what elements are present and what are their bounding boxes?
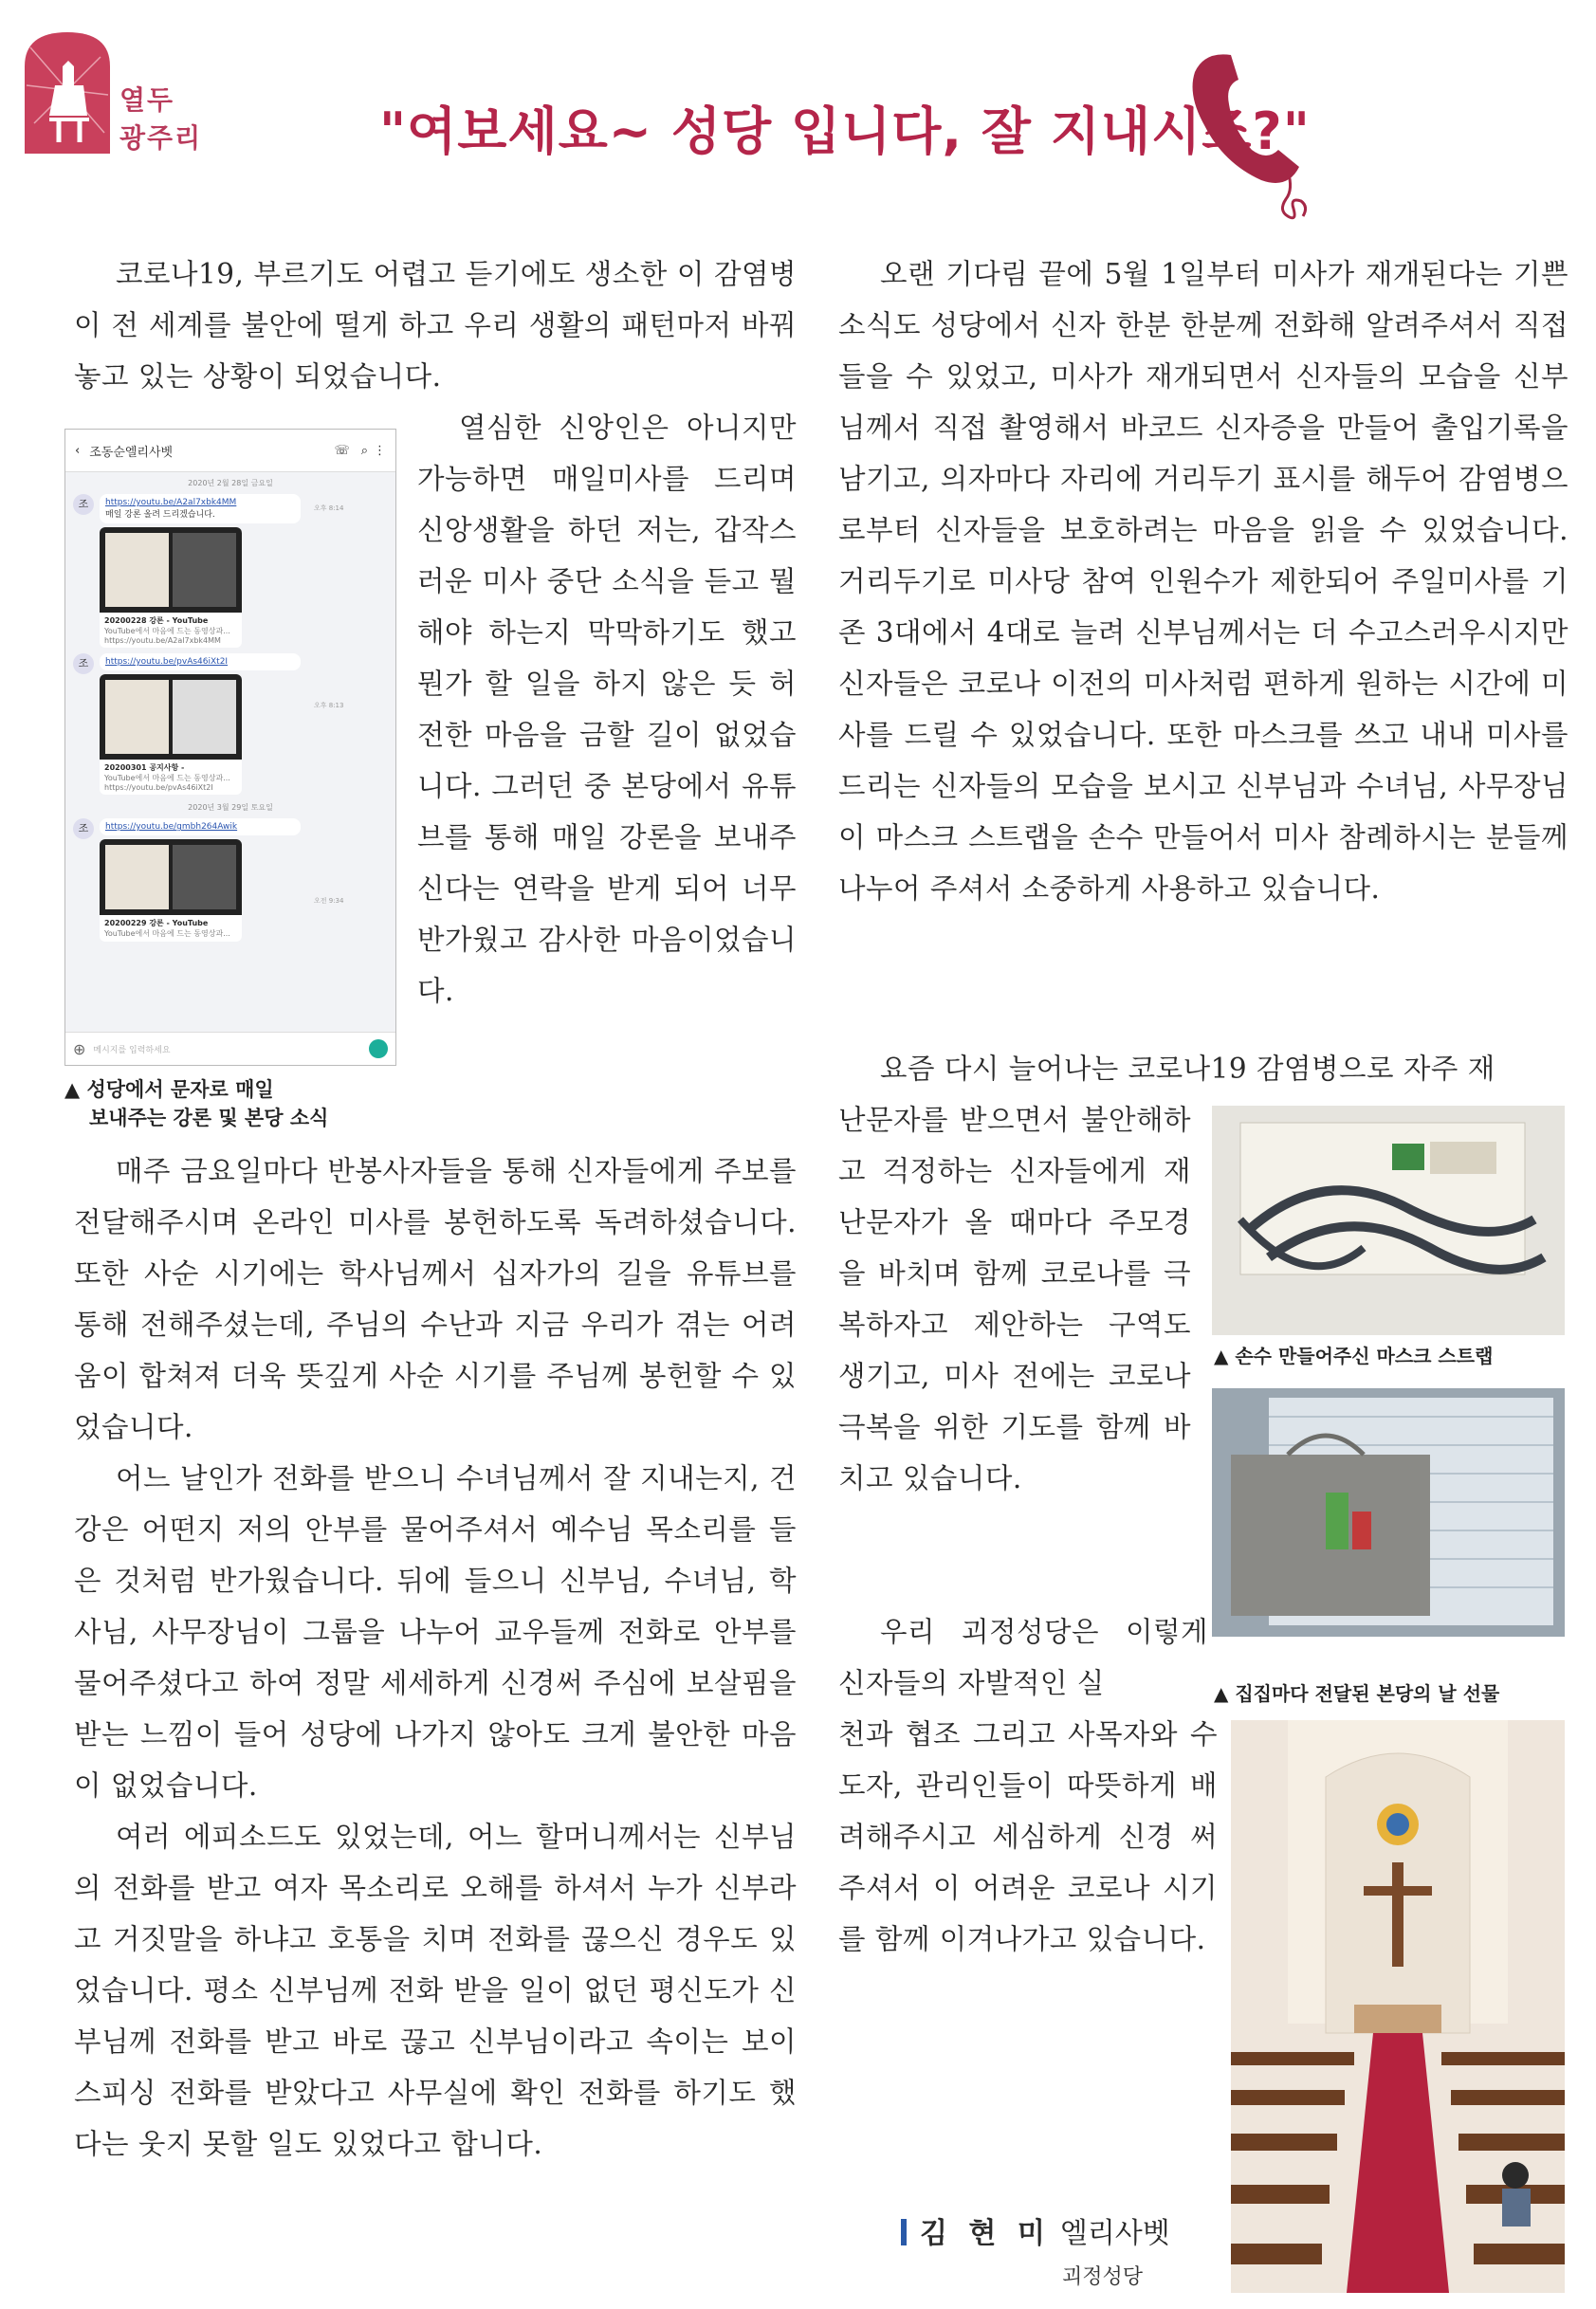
call-icon: ☏ — [334, 443, 350, 458]
paragraph: 천과 협조 그리고 사목자와 수도자, 관리인들이 따뜻하게 배려해주시고 세심하게 신경 써주셔서 이 어려운 코로나 시기를 함께 이겨나가고 있습니다. — [838, 1718, 1218, 1955]
paragraph: 요즘 다시 늘어나는 코로나19 감염병으로 자주 재 — [880, 1053, 1495, 1085]
author-baptismal-name: 엘리사벳 — [1059, 2217, 1170, 2250]
article-column-right-2a — [838, 1043, 1568, 1094]
add-icon: ⊕ — [73, 1039, 86, 1058]
avatar: 조 — [73, 494, 94, 515]
avatar: 조 — [73, 818, 94, 839]
column-badge-logo — [21, 28, 114, 154]
article-title: "여보세요~ 성당 입니다, 잘 지내시죠?" — [379, 101, 1311, 161]
author-byline — [901, 2209, 1170, 2251]
author-name: 김 현 미 — [920, 2217, 1051, 2250]
section-label: 열두 광주리 — [119, 84, 203, 154]
photo-church-interior — [1231, 1720, 1565, 2293]
paragraph: 어느 날인가 전화를 받으니 수녀님께서 잘 지내는지, 건강은 어떤지 저의 안부를 물어주셔서 예수님 목소리를 들은 것처럼 반가웠습니다. 뒤에 들으니 신부님, 수녀님, 학사님, 사무장님이 그룹을 나누어 교우들께 전화로 안부를 물어주셨다고 하여 정말 세세하게 신경써 주심에 보살핌을 받는 느낌이 들어 성당에 나가지 않아도 크게 불안한 마음이 없었습니다. — [74, 1462, 797, 1802]
caption-strap: ▲ 손수 만들어주신 마스크 스트랩 — [1214, 1345, 1494, 1367]
search-icon: ⌕ — [360, 443, 368, 458]
paragraph: 여러 에피소드도 있었는데, 어느 할머니께서는 신부님의 전화를 받고 여자 목소리로 오해를 하셔서 누가 신부라고 거짓말을 하냐고 호통을 치며 전화를 끊으신 경우도 있었습니다. 평소 신부님께 전화 받을 일이 없던 평신도가 신부님께 전화를 받고 바로 끊고 신부님이라고 속이는 보이스피싱 전화를 받았다고 사무실에 확인 전화를 하기도 했다는 웃지 못할 일도 있었다고 합니다. — [74, 1821, 797, 2160]
contact-name: 조동순엘리사벳 — [89, 445, 174, 460]
caption-gift: ▲ 집집마다 전달된 본당의 날 선물 — [1214, 1682, 1500, 1705]
paragraph: 매주 금요일마다 반봉사자들을 통해 신자들에게 주보를 전달해주시며 온라인 미사를 봉헌하도록 독려하셨습니다. 또한 사순 시기에는 학사님께서 십자가의 길을 유튜브를 통해 전해주셨는데, 주님의 수난과 지금 우리가 겪는 어려움이 합쳐져 더욱 뜻깊게 사순 시기를 주님께 봉헌할 수 있었습니다. — [74, 1155, 797, 1443]
paragraph: 우리 괴정성당은 이렇게 신자들의 자발적인 실 — [838, 1616, 1208, 1699]
article-column-right-2b — [838, 1094, 1191, 1504]
paragraph: 오랜 기다림 끝에 5월 1일부터 미사가 재개된다는 기쁜 소식도 성당에서 신자 한분 한분께 전화해 알려주셔서 직접 들을 수 있었고, 미사가 재개되면서 신자들의 모습을 신부님께서 직접 촬영해서 바코드 신자증을 만들어 출입기록을 남기고, 의자마다 자리에 거리두기 표시를 해두어 감염병으로부터 신자들을 보호하려는 마음을 읽을 수 있었습니다. 거리두기로 미사당 참여 인원수가 제한되어 주일미사를 기존 3대에서 4대로 늘려 신부님께서는 더 수고스러우시지만 신자들은 코로나 이전의 미사처럼 편하게 원하는 시간에 미사를 드릴 수 있었습니다. 또한 마스크를 쓰고 내내 미사를 드리는 신자들의 모습을 보시고 신부님과 수녀님, 사무장님이 마스크 스트랩을 손수 만들어서 미사 참례하시는 분들께 나누어 주셔서 소중하게 사용하고 있습니다. — [838, 258, 1568, 905]
article-column-left-lower — [74, 1145, 797, 2170]
send-icon — [369, 1039, 388, 1058]
author-parish: 괴정성당 — [1062, 2265, 1144, 2289]
article-column-left-wrap — [417, 402, 797, 1017]
caption-phone: ▲ 성당에서 문자로 매일 보내주는 강론 및 본당 소식 — [64, 1078, 329, 1129]
photo-mask-strap — [1212, 1106, 1565, 1335]
paragraph: 코로나19, 부르기도 어렵고 듣기에도 생소한 이 감염병이 전 세계를 불안에 떨게 하고 우리 생활의 패턴마저 바꿔놓고 있는 상황이 되었습니다. — [74, 258, 797, 393]
message-input: 메시지를 입력하세요 — [93, 1045, 171, 1055]
avatar: 조 — [73, 653, 94, 674]
more-icon: ⋮ — [374, 443, 386, 458]
paragraph: 난문자를 받으면서 불안해하고 걱정하는 신자들에게 재난문자가 올 때마다 주모경을 바치며 함께 코로나를 극복하자고 제안하는 구역도 생기고, 미사 전에는 코로나 극복을 위한 기도를 함께 바치고 있습니다. — [838, 1104, 1191, 1494]
back-arrow-icon: ‹ — [75, 443, 81, 458]
phone-message-screenshot: ‹ 조동순엘리사벳 ☏ ⌕ ⋮ 2020년 2월 28일 금요일 조 https://youtu.be/A2al7xbk4MM 매일 강론 올려 드리겠습니다. 20200228 강론 - YouTube YouTube에서 마음에 드는 동영상과... https://youtu.be/A2al7xbk4MM 오후 8:14 조 https://youtu.be/pvAs46iXt2I 20200301 공지사항 - YouTube에서 마음에 드는 동영상과... https://youtu.be/pvAs46iXt2I 오후 8:13 2020년 3월 29일 토요일 조 https://youtu.be/gmbh264Awik 20200229 강론 - YouTube YouTube에서 마음에 드는 동영상과... 오전 9:34 ⊕ 메시지를 입력하세요 — [64, 429, 396, 1066]
telephone-icon — [1176, 38, 1328, 228]
article-column-right-3b — [838, 1709, 1218, 1965]
photo-parish-day-gift — [1212, 1388, 1565, 1637]
article-column-right-3a — [838, 1606, 1208, 1709]
article-column-right — [838, 248, 1568, 914]
article-column-left — [74, 248, 797, 402]
author-bar — [901, 2219, 907, 2245]
paragraph: 열심한 신앙인은 아니지만 가능하면 매일미사를 드리며 신앙생활을 하던 저는, 갑작스러운 미사 중단 소식을 듣고 뭘 해야 하는지 막막하기도 했고 뭔가 할 일을 하지 않은 듯 허전한 마음을 금할 길이 없었습니다. 그러던 중 본당에서 유튜브를 통해 매일 강론을 보내주신다는 연락을 받게 되어 너무 반가웠고 감사한 마음이었습니다. — [417, 412, 797, 1007]
